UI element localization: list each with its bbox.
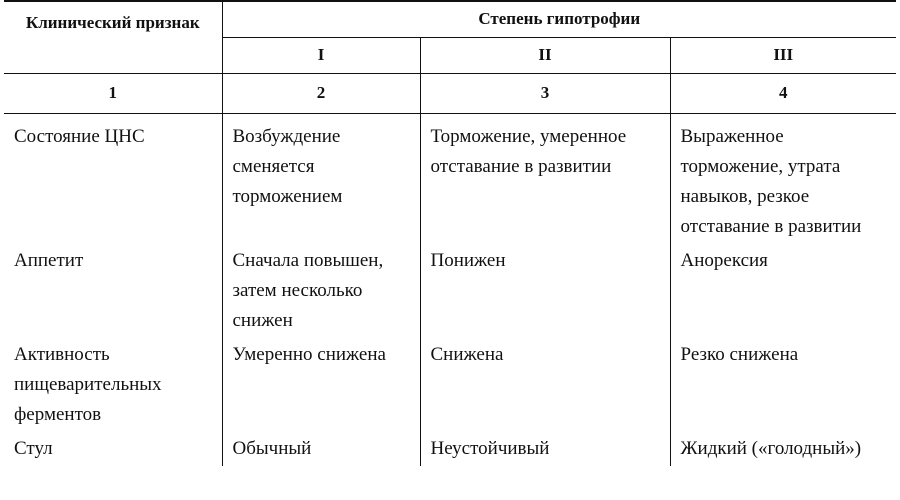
cell-degree-2: Снижена: [420, 338, 670, 432]
header-degree-1: I: [222, 37, 420, 73]
header-degree-2: II: [420, 37, 670, 73]
cell-degree-1: Сначала повышен, затем несколько снижен: [222, 244, 420, 338]
cell-sign: Состояние ЦНС: [4, 113, 222, 244]
table-row: [4, 338, 896, 432]
cell-sign: Стул: [4, 432, 222, 466]
column-number-4: 4: [670, 73, 896, 113]
table-row: [4, 432, 896, 466]
cell-degree-1: Возбуждение сменяется торможением: [222, 113, 420, 244]
hypotrophy-table: [4, 0, 896, 466]
cell-degree-1: Умеренно снижена: [222, 338, 420, 432]
cell-sign: Активность пищеварительных ферментов: [4, 338, 222, 432]
header-row-top: [4, 1, 896, 37]
cell-degree-2: Понижен: [420, 244, 670, 338]
column-number-2: 2: [222, 73, 420, 113]
cell-degree-1: Обычный: [222, 432, 420, 466]
header-row-column-numbers: [4, 73, 896, 113]
table-row: [4, 244, 896, 338]
cell-degree-2: Неустойчивый: [420, 432, 670, 466]
header-clinical-sign: Клинический признак: [4, 1, 222, 73]
cell-sign: Аппетит: [4, 244, 222, 338]
cell-degree-3: Резко снижена: [680, 343, 799, 365]
cell-degree-3: Анорексия: [680, 249, 768, 271]
table-row: [4, 113, 896, 244]
column-number-3: 3: [420, 73, 670, 113]
header-degree-3: III: [670, 37, 896, 73]
cell-degree-2: Торможение, умеренное отставание в развитии: [420, 113, 670, 244]
cell-degree-3: Выраженное торможение, утрата навыков, резкое отставание в развитии: [680, 125, 862, 237]
cell-degree-3: Жидкий («голодный»): [680, 437, 862, 459]
header-hypotrophy-degree: Степень гипотрофии: [222, 1, 896, 37]
column-number-1: 1: [4, 73, 222, 113]
